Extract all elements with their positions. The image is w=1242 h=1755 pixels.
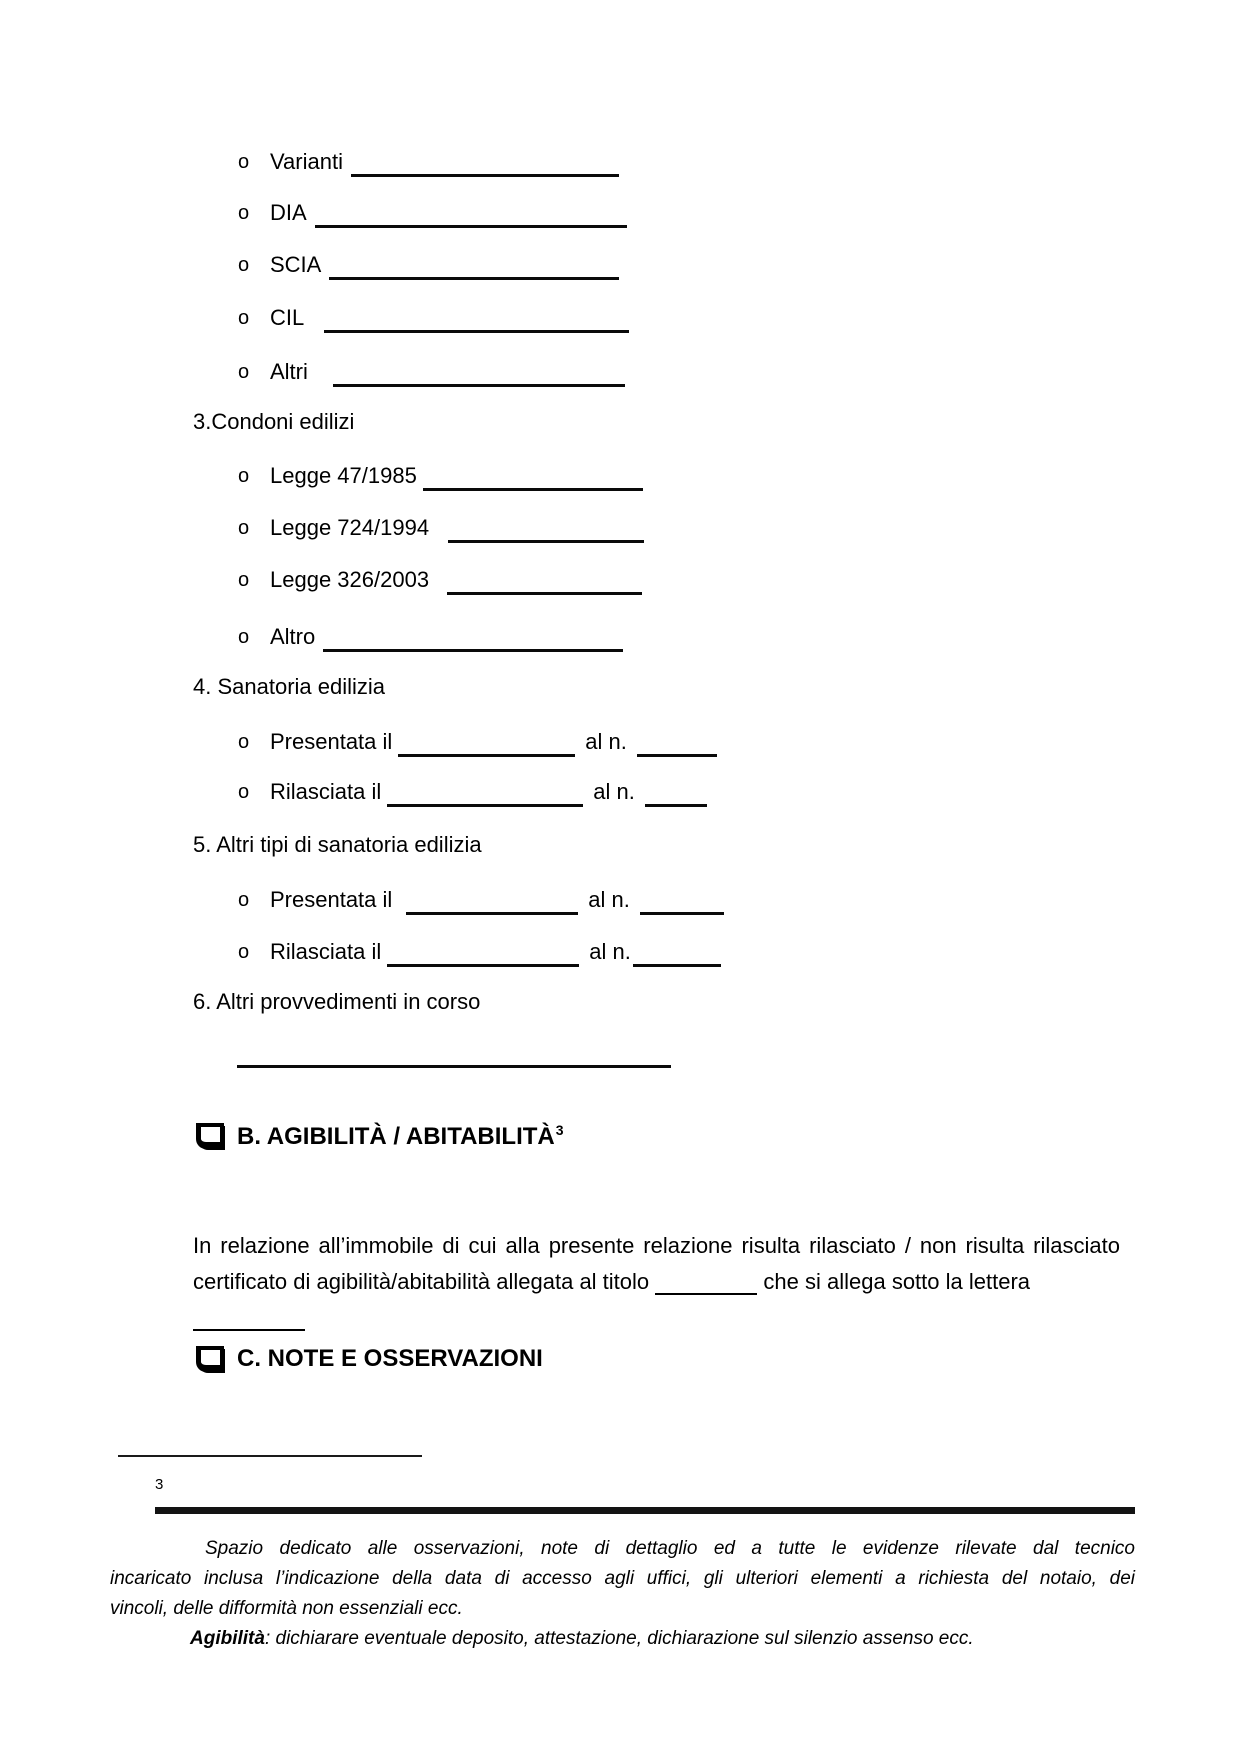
section-heading-sanatoria (193, 661, 385, 713)
item-label: Legge 326/2003 (270, 567, 430, 592)
section-title: 6. Altri provvedimenti in corso (193, 989, 481, 1014)
list-item-varianti (238, 136, 619, 188)
number-blank[interactable] (633, 964, 721, 967)
footnote-text (110, 1534, 1135, 1654)
paragraph-text: che si allega sotto la lettera (763, 1269, 1031, 1294)
footnote-text-rest: : dichiarare eventuale deposito, attestazione, dichiarazione sul silenzio assenso ecc. (264, 1628, 974, 1649)
section-heading-provvedimenti (193, 976, 480, 1028)
checkbox-icon[interactable] (196, 1123, 224, 1149)
footnote-term: Agibilità (190, 1628, 265, 1649)
item-label: Altro (270, 624, 316, 649)
list-item-scia (238, 239, 619, 291)
footnote-number: 3 (155, 1476, 164, 1493)
section-b-heading (196, 1113, 564, 1159)
section-heading-altri-sanatoria (193, 819, 482, 871)
section-title: 5. Altri tipi di sanatoria edilizia (193, 832, 482, 857)
section-title: 4. Sanatoria edilizia (193, 674, 386, 699)
item-label: Altri (270, 359, 308, 384)
bullet-marker: o (238, 306, 250, 329)
bullet-marker: o (238, 780, 250, 803)
list-item-cil (238, 292, 629, 344)
section-c-heading (196, 1336, 543, 1382)
footnote-line: vincoli, delle difformità non essenziali ecc. (110, 1598, 463, 1619)
bullet-marker: o (238, 464, 250, 487)
number-blank[interactable] (645, 804, 707, 807)
section-title-text: B. AGIBILITÀ / ABITABILITÀ (237, 1122, 555, 1150)
item-label: Rilasciata il (270, 939, 382, 964)
bullet-marker: o (238, 625, 250, 648)
item-suffix: al n. (588, 887, 630, 912)
fill-in-blank[interactable] (329, 277, 619, 280)
bullet-marker: o (238, 888, 250, 911)
fill-in-blank[interactable] (447, 592, 642, 595)
section-title-text: C. NOTE E OSSERVAZIONI (237, 1345, 543, 1372)
list-item-altri (238, 346, 625, 398)
fill-in-blank[interactable] (351, 174, 619, 177)
footnote-reference: 3 (555, 1121, 564, 1138)
list-item-dia (238, 187, 627, 239)
number-blank[interactable] (640, 912, 724, 915)
item-label: SCIA (270, 252, 322, 277)
item-label: Legge 724/1994 (270, 515, 430, 540)
footnote-line (110, 1624, 1135, 1654)
date-blank[interactable] (398, 754, 575, 757)
date-blank[interactable] (387, 964, 579, 967)
bullet-marker: o (238, 568, 250, 591)
item-label: CIL (270, 305, 305, 330)
section-b-title (237, 1122, 564, 1151)
list-item-altro (238, 611, 623, 663)
item-label: Legge 47/1985 (270, 463, 417, 488)
section-title: 3.Condoni edilizi (193, 409, 355, 434)
list-item-legge-47-1985 (238, 450, 643, 502)
fill-in-blank[interactable] (315, 225, 627, 228)
date-blank[interactable] (387, 804, 583, 807)
fill-in-blank[interactable] (448, 540, 644, 543)
paragraph-line (193, 1264, 1120, 1336)
list-item-legge-724-1994 (238, 502, 644, 554)
list-item-presentata (238, 874, 724, 926)
paragraph-text: certificato di agibilità/abitabilità allegata al titolo (193, 1269, 650, 1294)
section-heading-condoni (193, 396, 354, 448)
item-suffix: al n. (589, 939, 631, 964)
footnote-line: incaricato inclusa l’indicazione della data di accesso agli uffici, gli ulteriori elementi a richiesta del notaio, dei (110, 1568, 1135, 1589)
bullet-marker: o (238, 940, 250, 963)
lettera-blank[interactable] (193, 1329, 305, 1331)
checkbox-icon[interactable] (196, 1346, 224, 1372)
list-item-legge-326-2003 (238, 554, 642, 606)
list-item-rilasciata (238, 926, 721, 978)
date-blank[interactable] (406, 912, 578, 915)
footer-rule (155, 1507, 1135, 1514)
item-suffix: al n. (585, 729, 627, 754)
fill-in-blank[interactable] (333, 384, 625, 387)
fill-in-blank[interactable] (237, 1065, 671, 1068)
number-blank[interactable] (637, 754, 717, 757)
item-label: DIA (270, 200, 307, 225)
titolo-blank[interactable] (655, 1293, 757, 1295)
bullet-marker: o (238, 516, 250, 539)
footnote-separator-line (118, 1455, 422, 1457)
fill-in-blank[interactable] (423, 488, 643, 491)
fill-in-blank[interactable] (323, 649, 623, 652)
item-label: Presentata il (270, 887, 393, 912)
item-label: Presentata il (270, 729, 393, 754)
list-item-rilasciata (238, 766, 707, 818)
agibilita-paragraph (193, 1228, 1120, 1336)
bullet-marker: o (238, 730, 250, 753)
paragraph-line: In relazione all’immobile di cui alla presente relazione risulta rilasciato / non risulta rilasciato (193, 1233, 1120, 1258)
bullet-marker: o (238, 201, 250, 224)
list-item-presentata (238, 716, 717, 768)
item-label: Varianti (270, 149, 343, 174)
item-label: Rilasciata il (270, 779, 382, 804)
bullet-marker: o (238, 253, 250, 276)
fill-in-blank[interactable] (324, 330, 629, 333)
bullet-marker: o (238, 360, 250, 383)
item-suffix: al n. (593, 779, 635, 804)
footnote-line: Spazio dedicato alle osservazioni, note di dettaglio ed a tutte le evidenze rilevate dal tecnico (205, 1538, 1135, 1559)
bullet-marker: o (238, 150, 250, 173)
